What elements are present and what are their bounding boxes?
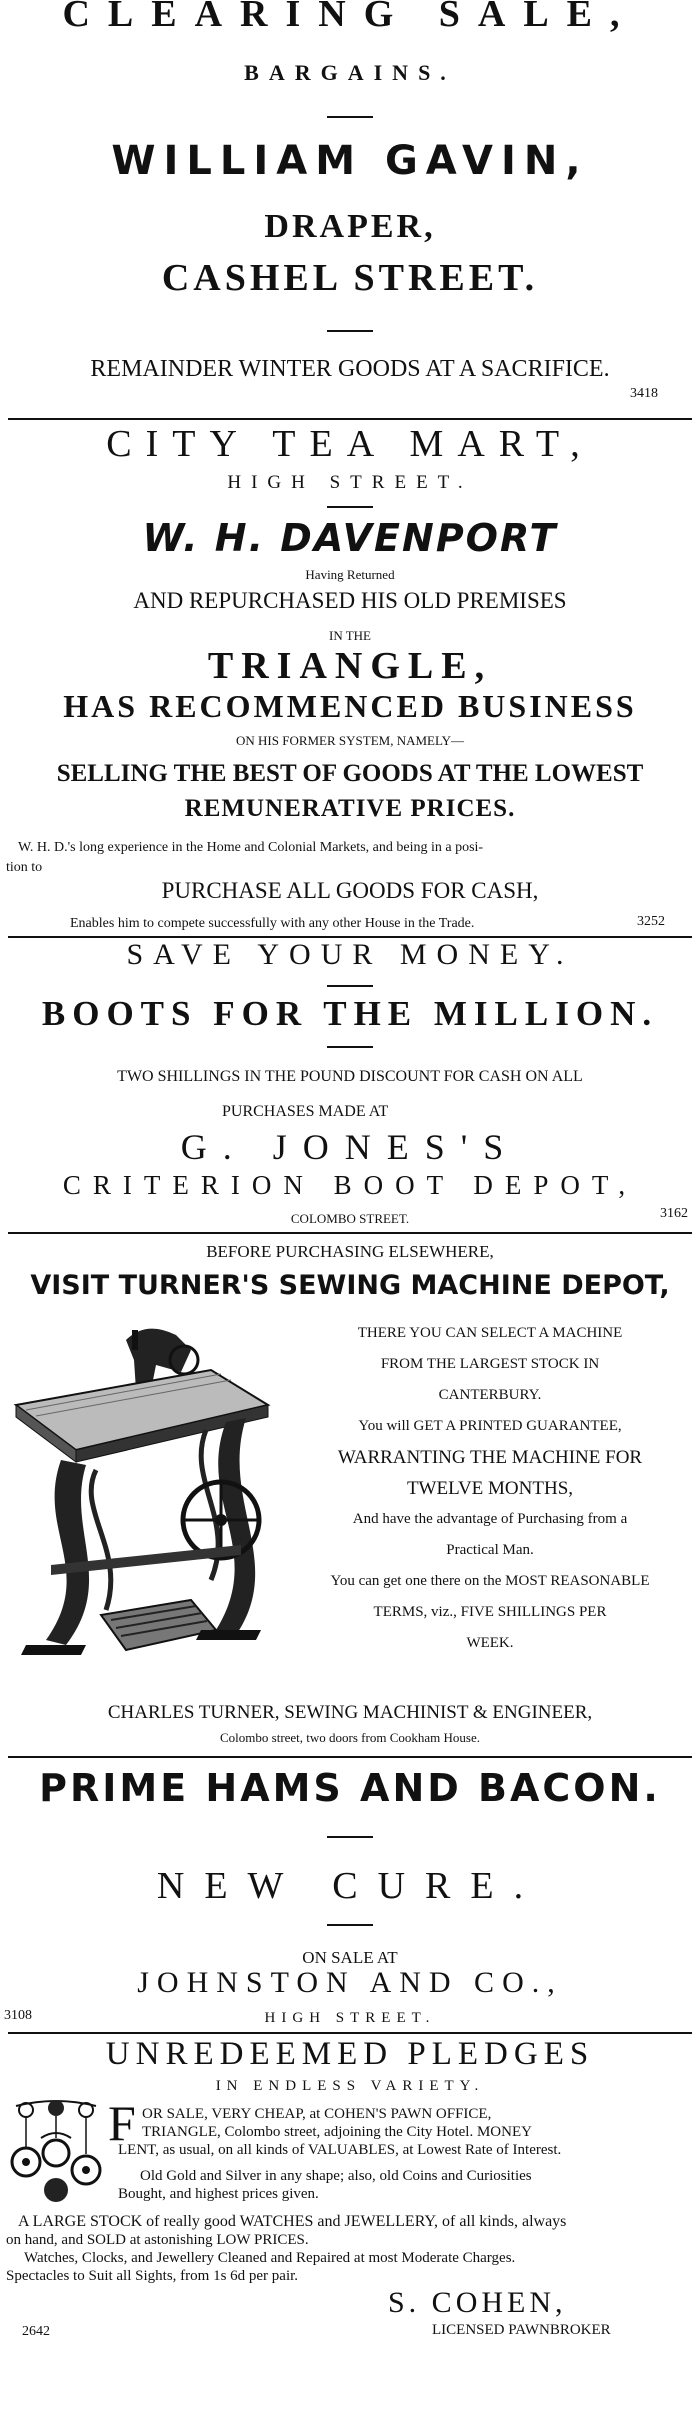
ad4-address: Colombo street, two doors from Cookham House. [220,1730,480,1745]
divider-rule [8,1232,692,1234]
ad4-line: FROM THE LARGEST STOCK IN [380,1356,600,1372]
ad2-remunerative: REMUNERATIVE PRICES. [184,795,516,822]
ad1-street: CASHEL STREET. [161,257,539,299]
ad3-headline: BOOTS FOR THE MILLION. [41,994,659,1033]
ad2-purchase-cash: PURCHASE ALL GOODS FOR CASH, [161,878,539,903]
ad6-p3a: A LARGE STOCK of really good WATCHES and JEWELLERY, of all kinds, always [18,2213,567,2230]
ad1-name: WILLIAM GAVIN, [111,138,589,184]
ad3-title: SAVE YOUR MONEY. [126,938,574,971]
ad2-selling: SELLING THE BEST OF GOODS AT THE LOWEST [56,760,644,787]
sewing-machine-illustration [6,1310,286,1710]
ad2-repurchased: AND REPURCHASED HIS OLD PREMISES [133,588,567,613]
ad3-street: COLOMBO STREET. [290,1211,410,1226]
ad4-footer: CHARLES TURNER, SEWING MACHINIST & ENGINEER, [107,1702,593,1723]
ad5-sub: NEW CURE. [156,1865,544,1907]
ad4-line: TERMS, viz., FIVE SHILLINGS PER [373,1604,607,1620]
ad6-p3b: on hand, and SOLD at astonishing LOW PRICES. [6,2232,309,2248]
ad4-line: And have the advantage of Purchasing from a [352,1511,628,1527]
ad4-line: Practical Man. [446,1542,534,1558]
ad2-in-the: IN THE [328,628,371,643]
ad2-enables: Enables him to compete successfully with any other House in the Trade. [70,916,475,931]
divider-short [327,506,373,508]
ad4-before: BEFORE PURCHASING ELSEWHERE, [206,1242,494,1261]
ad2-subtitle: HIGH STREET. [227,472,473,493]
ad1-line: REMAINDER WINTER GOODS AT A SACRIFICE. [90,356,610,382]
ad2-recommenced: HAS RECOMMENCED BUSINESS [63,688,637,724]
ad4-line: WEEK. [466,1635,514,1651]
ad4-line: WARRANTING THE MACHINE FOR [337,1447,643,1468]
ad4-line: You will GET A PRINTED GUARANTEE, [358,1418,622,1434]
ad2-triangle: TRIANGLE, [207,645,493,687]
ad2-former-system: ON HIS FORMER SYSTEM, NAMELY— [235,733,465,748]
ad1-trade: DRAPER, [264,208,436,245]
ad6-name: S. COHEN, [388,2286,567,2319]
ad4-line: THERE YOU CAN SELECT A MACHINE [357,1325,623,1341]
ad6-title: UNREDEEMED PLEDGES [105,2036,595,2072]
ad3-name: G. JONES'S [180,1127,520,1167]
ad4-line: You can get one there on the MOST REASONABLE [330,1573,650,1589]
ad4-headline: VISIT TURNER'S SEWING MACHINE DEPOT, [30,1270,670,1301]
ad2-title: CITY TEA MART, [106,423,594,465]
divider-short [327,330,373,332]
ad1-title: CLEARING SALE, [62,0,638,35]
divider-short [327,116,373,118]
divider-short [327,985,373,987]
ad6-p1b: TRIANGLE, Colombo street, adjoining the City Hotel. MONEY [142,2124,532,2140]
ad2-number: 3252 [637,914,665,929]
ad5-street: HIGH STREET. [264,2010,436,2026]
jewellery-illustration [6,2098,106,2206]
ad6-number: 2642 [22,2324,50,2339]
ad3-discount: TWO SHILLINGS IN THE POUND DISCOUNT FOR CASH ON ALL [117,1068,583,1085]
divider-rule [8,1756,692,1758]
ad2-name: W. H. DAVENPORT [142,516,558,560]
divider-rule [8,418,692,420]
ad4-line: TWELVE MONTHS, [406,1478,574,1499]
divider-rule [8,2032,692,2034]
ad6-p2a: Old Gold and Silver in any shape; also, old Coins and Curiosities [140,2168,532,2184]
ad6-trade: LICENSED PAWNBROKER [432,2322,611,2338]
ad6-p3c: Watches, Clocks, and Jewellery Cleaned and Repaired at most Moderate Charges. [24,2250,516,2266]
ad4-line: CANTERBURY. [438,1387,542,1403]
ad5-headline: PRIME HAMS AND BACON. [39,1766,661,1810]
ad6-subtitle: IN ENDLESS VARIETY. [215,2078,485,2094]
ad6-p2b: Bought, and highest prices given. [118,2186,319,2202]
ad5-number: 3108 [4,2008,32,2023]
ad5-name: JOHNSTON AND CO., [137,1966,563,1999]
ad3-depot: CRITERION BOOT DEPOT, [62,1170,638,1200]
divider-short [327,1836,373,1838]
divider-short [327,1924,373,1926]
ad6-p1a: OR SALE, VERY CHEAP, at COHEN'S PAWN OFFICE, [142,2106,492,2122]
ad1-number: 3418 [630,386,658,401]
divider-short [327,1046,373,1048]
ad3-purchases: PURCHASES MADE AT [222,1103,389,1120]
ad6-dropcap: F [108,2095,136,2151]
ad5-on-sale: ON SALE AT [302,1948,398,1967]
ad4-machine-description [285,1318,695,1659]
ad6-p3d: Spectacles to Suit all Sights, from 1s 6d per pair. [6,2268,299,2284]
ad2-experience-line2: tion to [6,860,43,875]
ad1-subtitle: BARGAINS. [244,60,456,85]
ad2-having-returned: Having Returned [305,567,395,582]
ad3-number: 3162 [660,1206,688,1221]
ad6-p1c: LENT, as usual, on all kinds of VALUABLES, at Lowest Rate of Interest. [118,2142,562,2158]
ad2-experience-line1: W. H. D.'s long experience in the Home and Colonial Markets, and being in a posi- [18,840,484,855]
